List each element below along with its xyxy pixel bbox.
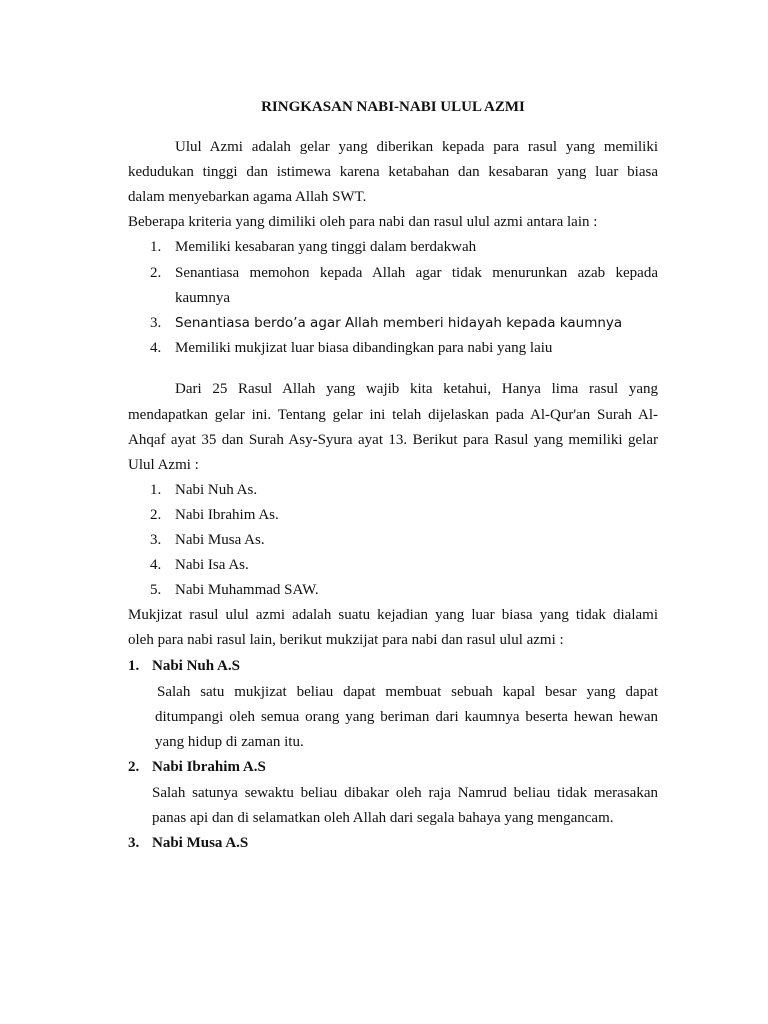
section-number: 1.: [128, 658, 140, 674]
section-line-3: yang hidup di zaman itu.: [155, 734, 304, 750]
para3-line-1: Mukjizat rasul ulul azmi adalah suatu kejadian yang luar biasa yang tidak dialami: [128, 607, 658, 623]
list-number: 5.: [150, 582, 162, 598]
list-item: Nabi Musa As.: [175, 532, 265, 548]
section-line-2: ditumpangi oleh semua orang yang beriman dari kaumnya beserta hewan hewan: [155, 709, 658, 725]
section-heading: Nabi Nuh A.S: [152, 658, 240, 674]
list-item: Nabi Muhammad SAW.: [175, 582, 319, 598]
criteria-intro: Beberapa kriteria yang dimiliki oleh para nabi dan rasul ulul azmi antara lain :: [128, 214, 598, 230]
list-number: 4.: [150, 340, 162, 356]
intro-line-3: dalam menyebarkan agama Allah SWT.: [128, 189, 367, 205]
section-line-2: panas api dan di selamatkan oleh Allah dari segala bahaya yang mengancam.: [152, 810, 614, 826]
section-heading: Nabi Musa A.S: [152, 835, 249, 851]
list-number: 3.: [150, 532, 162, 548]
section-number: 2.: [128, 759, 140, 775]
list-item: Senantiasa berdo’a agar Allah memberi hidayah kepada kaumnya: [175, 315, 623, 331]
list-item-continuation: kaumnya: [175, 290, 230, 306]
list-item: Nabi Nuh As.: [175, 482, 258, 498]
intro-line-1: Ulul Azmi adalah gelar yang diberikan kepada para rasul yang memiliki: [175, 139, 658, 155]
section-number: 3.: [128, 835, 140, 851]
list-item: Senantiasa memohon kepada Allah agar tidak menurunkan azab kepada: [175, 265, 658, 281]
para2-line-4: Ulul Azmi :: [128, 457, 199, 473]
section-heading: Nabi Ibrahim A.S: [152, 759, 266, 775]
para2-line-2: mendapatkan gelar ini. Tentang gelar ini telah dijelaskan pada Al-Qur'an Surah Al-: [128, 407, 658, 423]
page-title: RINGKASAN NABI-NABI ULUL AZMI: [261, 99, 525, 115]
list-item: Nabi Isa As.: [175, 557, 249, 573]
section-line-1: Salah satunya sewaktu beliau dibakar oleh raja Namrud beliau tidak merasakan: [152, 785, 658, 801]
list-item: Memiliki mukjizat luar biasa dibandingkan para nabi yang laiu: [175, 340, 553, 356]
list-number: 4.: [150, 557, 162, 573]
para2-line-1: Dari 25 Rasul Allah yang wajib kita ketahui, Hanya lima rasul yang: [175, 381, 658, 397]
list-number: 2.: [150, 265, 162, 281]
section-line-1: Salah satu mukjizat beliau dapat membuat sebuah kapal besar yang dapat: [157, 684, 658, 700]
para2-line-3: Ahqaf ayat 35 dan Surah Asy-Syura ayat 13. Berikut para Rasul yang memiliki gelar: [128, 432, 658, 448]
list-number: 2.: [150, 507, 162, 523]
list-number: 1.: [150, 239, 162, 255]
intro-line-2: kedudukan tinggi dan istimewa karena ketabahan dan kesabaran yang luar biasa: [128, 164, 658, 180]
para3-line-2: oleh para nabi rasul lain, berikut mukzijat para nabi dan rasul ulul azmi :: [128, 632, 564, 648]
list-item: Nabi Ibrahim As.: [175, 507, 279, 523]
list-number: 3.: [150, 315, 162, 331]
list-item: Memiliki kesabaran yang tinggi dalam berdakwah: [175, 239, 477, 255]
list-number: 1.: [150, 482, 162, 498]
